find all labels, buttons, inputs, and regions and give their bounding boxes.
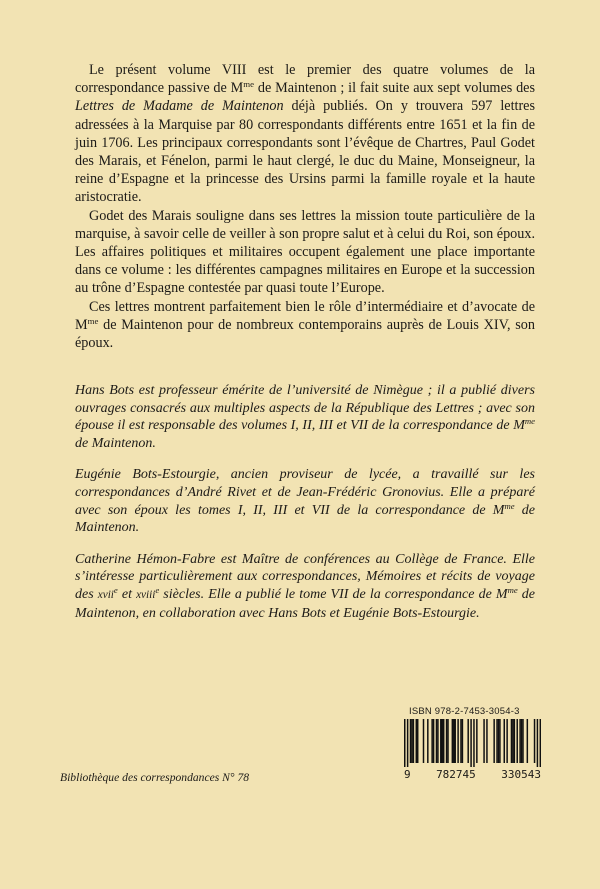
barcode-bar — [440, 719, 441, 763]
barcode-bar — [512, 719, 513, 763]
summary-paragraph-1: Le présent volume VIII est le premier des quatre volumes de la correspondance passive de $M^{me}$ de Maintenon ; il fait suite aux sept volumes des Lettres de Madame de Maintenon déjà publiés. On y trouvera 597 lettres adressées à la Marquise par 80 correspondants différents entre 1651 et la fin de juin 1706. Les principaux correspondants sont l’évêque de Chartres, Paul Godet des Marais, et Fénelon, parmi le haut clergé, le duc du Maine, Monseigneur, la reine d’Espagne et la princesse des Ursins parmi la famille royale et la haute aristocratie. — [75, 62, 536, 206]
bio-hans-bots: Hans Bots est professeur émérite de l’université de Nimègue ; il a publié divers ouvrages consacrés aux multiples aspects de la République des Lettres ; avec son épouse il est responsable des volumes I, II, III et VII de la correspondance de $M^{me}$ de Maintenon. — [75, 383, 535, 451]
isbn-barcode — [404, 706, 541, 781]
barcode-bar — [473, 719, 474, 767]
barcode-digits — [404, 768, 541, 781]
barcode-bar — [404, 719, 405, 767]
barcode-bar — [522, 719, 523, 763]
barcode-bar — [436, 719, 437, 763]
barcode-bar — [407, 719, 408, 767]
barcode-bar — [493, 719, 494, 763]
barcode-bar — [498, 719, 499, 763]
barcode-bar — [431, 719, 432, 763]
isbn-label: ISBN 978-2-7453-3054-3 — [409, 706, 520, 717]
barcode-bar — [506, 719, 507, 763]
barcode-bar — [410, 719, 411, 763]
barcode-bar — [460, 719, 461, 763]
barcode-bar — [413, 719, 414, 763]
author-bios — [75, 382, 535, 636]
barcode-bar — [467, 719, 468, 763]
series-label: Bibliothèque des correspondances N° 78 — [60, 771, 250, 784]
barcode-bar — [483, 719, 484, 763]
barcode-bar — [457, 719, 458, 763]
bio-catherine-hemon-fabre: Catherine Hémon-Fabre est Maître de conférences au Collège de France. Elle s’intéresse particulièrement aux correspondances, Mémoires et récits de voyage des xvii$^e$ et xviii$^e$ siècles. Elle a publié le tome VII de la correspondance de $M^{me}$ de Maintenon, en collaboration avec Hans Bots et Eugénie Bots-Estourgie. — [75, 551, 535, 621]
summary-text — [75, 61, 535, 352]
barcode-bar — [540, 719, 541, 767]
barcode-bar — [537, 719, 538, 767]
barcode-digits-right: 330543 — [501, 768, 541, 781]
bio-eugenie-bots-estourgie: Eugénie Bots-Estourgie, ancien proviseur de lycée, a travaillé sur les correspondances d’André Rivet et de Jean-Frédéric Gronovius. Elle a préparé avec son époux les tomes I, II, III et VII de la correspondance de $M^{me}$ de Maintenon. — [75, 467, 535, 536]
barcode-bar — [411, 719, 412, 763]
barcode-bar — [486, 719, 487, 763]
barcode-bar — [447, 719, 448, 763]
barcode-bar — [416, 719, 417, 763]
barcode-bar — [443, 719, 444, 763]
barcode-digit-first: 9 — [404, 768, 411, 781]
barcode-bar — [514, 719, 515, 763]
barcode-bar — [423, 719, 424, 763]
barcode-bar — [427, 719, 428, 763]
barcode-bar — [499, 719, 500, 763]
barcode-bar — [454, 719, 455, 763]
barcode-bar — [511, 719, 512, 763]
barcode-bar — [417, 719, 418, 763]
barcode-digits-left: 782745 — [436, 768, 476, 781]
barcode-bar — [452, 719, 453, 763]
barcode-bar — [462, 719, 463, 763]
barcode-bar — [433, 719, 434, 763]
work-title: Lettres de Madame de Maintenon — [75, 98, 284, 115]
barcode-bar — [516, 719, 517, 763]
barcode-bar — [437, 719, 438, 763]
summary-paragraph-3: Ces lettres montrent parfaitement bien le rôle d’intermédiaire et d’avocate de $M^{me}$ de Maintenon pour de nombreux contemporains auprès de Louis XIV, son époux. — [75, 298, 535, 352]
barcode-bar — [527, 719, 528, 763]
barcode-bar — [446, 719, 447, 763]
barcode-bar — [496, 719, 497, 763]
barcode-bar — [521, 719, 522, 763]
barcode-icon — [404, 719, 541, 767]
barcode-bar — [470, 719, 471, 767]
barcode-bar — [441, 719, 442, 763]
barcode-bar — [476, 719, 477, 763]
barcode-bar — [504, 719, 505, 763]
barcode-bar — [534, 719, 535, 763]
summary-paragraph-2: Godet des Marais souligne dans ses lettres la mission toute particulière de la marquise, à savoir celle de veiller à son propre salut et à celui du Roi, son époux. Les affaires politiques et militaires occupent également une place importante dans ce volume : les différentes campagnes militaires en Europe et la succession au trône d’Espagne contestée par quasi toute l’Europe. — [75, 207, 535, 297]
barcode-bar — [519, 719, 520, 763]
barcode-bar — [453, 719, 454, 763]
